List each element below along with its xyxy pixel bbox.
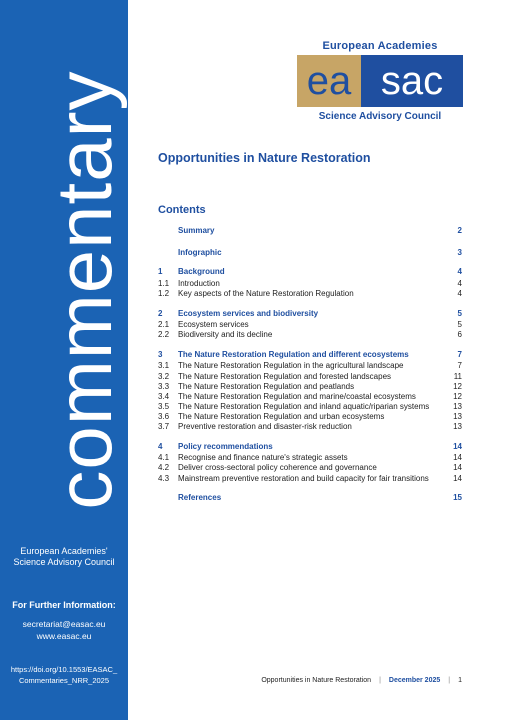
toc-entry-number: 4.1 [158, 453, 170, 462]
toc-entry-page: 5 [457, 320, 462, 329]
sidebar-org-line1: European Academies' [20, 546, 108, 556]
toc-entry-label: Introduction [178, 279, 220, 288]
toc-entry-label: References [178, 493, 222, 502]
toc-entry[interactable] [158, 382, 462, 392]
toc-entry-number: 2.1 [158, 320, 170, 329]
toc-entry-number: 1 [158, 267, 163, 276]
toc-entry-page: 12 [453, 392, 462, 401]
footer-date: December 2025 [388, 677, 441, 684]
toc-entry-label: The Nature Restoration Regulation and peatlands [178, 382, 355, 391]
toc-entry-label: Infographic [178, 248, 222, 257]
toc-entry-page: 14 [453, 463, 462, 472]
toc-entry[interactable] [158, 248, 462, 258]
footer-title: Opportunities in Nature Restoration [261, 677, 372, 684]
toc-entry-number: 3.7 [158, 422, 170, 431]
toc-entry-number: 4.2 [158, 463, 170, 472]
footer-separator: | [448, 677, 451, 684]
toc-entry-page: 4 [457, 289, 462, 298]
toc-entry[interactable] [158, 350, 462, 360]
toc-entry-label: Deliver cross-sectoral policy coherence and governance [178, 463, 377, 472]
toc-entry[interactable] [158, 474, 462, 484]
toc-entry[interactable] [158, 309, 462, 319]
doi-link[interactable] [0, 664, 128, 686]
toc-entry-number [158, 493, 178, 503]
toc-entry-page: 5 [457, 309, 462, 318]
toc-entry-page: 15 [453, 493, 462, 502]
toc-entry-page: 11 [453, 372, 462, 381]
toc-entry-label: The Nature Restoration Regulation and marine/coastal ecosystems [178, 392, 416, 401]
toc-entry[interactable] [158, 330, 462, 340]
toc-entry-page: 4 [457, 267, 462, 276]
toc-entry[interactable] [158, 361, 462, 371]
toc-entry-label: The Nature Restoration Regulation and inland aquatic/riparian systems [178, 402, 430, 411]
toc-entry-number: 3.6 [158, 412, 170, 421]
website-link[interactable]: www.easac.eu [36, 631, 92, 641]
toc-entry[interactable] [158, 372, 462, 382]
toc-entry-page: 6 [457, 330, 462, 339]
toc-entry-page: 12 [453, 382, 462, 391]
toc-entry-number: 1.1 [158, 279, 170, 288]
toc-entry[interactable] [158, 279, 462, 289]
doi-line1: https://doi.org/10.1553/EASAC_ [10, 665, 118, 674]
toc-entry-number: 1.2 [158, 289, 170, 298]
page-title: Opportunities in Nature Restoration [158, 151, 371, 165]
toc-entry-number [158, 226, 178, 236]
toc-entry-label: The Nature Restoration Regulation and different ecosystems [178, 350, 409, 359]
logo-mark [297, 55, 463, 107]
toc-entry-number: 3.5 [158, 402, 170, 411]
toc-entry-number: 3 [158, 350, 163, 359]
toc-entry-number: 2 [158, 309, 163, 318]
toc-entry-number: 3.3 [158, 382, 170, 391]
sidebar [0, 0, 128, 720]
toc-entry-label: Policy recommendations [178, 442, 273, 451]
logo-bottom-text: Science Advisory Council [318, 111, 442, 122]
logo-sac: sac [361, 55, 463, 107]
toc-entry-label: Background [178, 267, 225, 276]
toc-entry-page: 7 [457, 350, 462, 359]
toc-entry-page: 14 [453, 442, 462, 451]
toc-entry-page: 13 [453, 402, 462, 411]
toc-entry[interactable] [158, 267, 462, 277]
footer-separator: | [379, 677, 381, 684]
toc-entry[interactable] [158, 442, 462, 452]
toc-entry-number [158, 248, 178, 258]
further-information-title: For Further Information: [12, 600, 116, 610]
toc-entry-number: 4 [158, 442, 163, 451]
toc-entry-page: 2 [457, 226, 462, 235]
toc-entry-page: 3 [457, 248, 462, 257]
toc-entry-page: 7 [457, 361, 462, 370]
toc-entry-label: Summary [178, 226, 215, 235]
toc-entry-page: 4 [457, 279, 462, 288]
toc-entry[interactable] [158, 463, 462, 473]
toc-entry-number: 3.1 [158, 361, 170, 370]
toc-entry[interactable] [158, 453, 462, 463]
toc-entry[interactable] [158, 226, 462, 236]
toc-entry[interactable] [158, 422, 462, 432]
further-information [0, 600, 128, 642]
toc-entry[interactable] [158, 320, 462, 330]
toc-entry-page: 13 [453, 422, 462, 431]
contact-email-link[interactable]: secretariat@easac.eu [22, 619, 106, 629]
footer-page-number: 1 [458, 677, 462, 684]
logo-ea: ea [297, 55, 361, 107]
toc-entry-number: 3.2 [158, 372, 170, 381]
toc-entry-number: 2.2 [158, 330, 170, 339]
doi-line2: Commentaries_NRR_2025 [18, 676, 110, 685]
toc-entry[interactable] [158, 493, 462, 503]
footer [261, 677, 462, 684]
toc-entry-page: 14 [453, 453, 462, 462]
toc-entry[interactable] [158, 412, 462, 422]
toc-entry-number: 4.3 [158, 474, 170, 483]
toc-entry-label: Key aspects of the Nature Restoration Regulation [178, 289, 354, 298]
toc-entry-label: Mainstream preventive restoration and build capacity for fair transitions [178, 474, 429, 483]
toc-entry-page: 13 [453, 412, 462, 421]
toc-entry-label: Biodiversity and its decline [178, 330, 273, 339]
logo-top-text: European Academies [322, 40, 438, 52]
toc-entry-page: 14 [453, 474, 462, 483]
toc-entry[interactable] [158, 392, 462, 402]
sidebar-org-line2: Science Advisory Council [13, 557, 115, 567]
toc-entry-label: Preventive restoration and disaster-risk reduction [178, 422, 352, 431]
easac-logo [297, 40, 463, 122]
toc-entry-label: Ecosystem services and biodiversity [178, 309, 319, 318]
toc-entry[interactable] [158, 289, 462, 299]
toc-entry[interactable] [158, 402, 462, 412]
commentary-wordmark: commentary [40, 70, 128, 510]
toc-entry-label: Recognise and finance nature's strategic assets [178, 453, 348, 462]
toc-entry-label: Ecosystem services [178, 320, 249, 329]
toc-entry-label: The Nature Restoration Regulation and forested landscapes [178, 372, 392, 381]
contents-heading: Contents [158, 204, 206, 216]
toc-entry-number: 3.4 [158, 392, 170, 401]
sidebar-organisation [0, 546, 128, 568]
toc-entry-label: The Nature Restoration Regulation and urban ecosystems [178, 412, 385, 421]
toc-entry-label: The Nature Restoration Regulation in the agricultural landscape [178, 361, 404, 370]
